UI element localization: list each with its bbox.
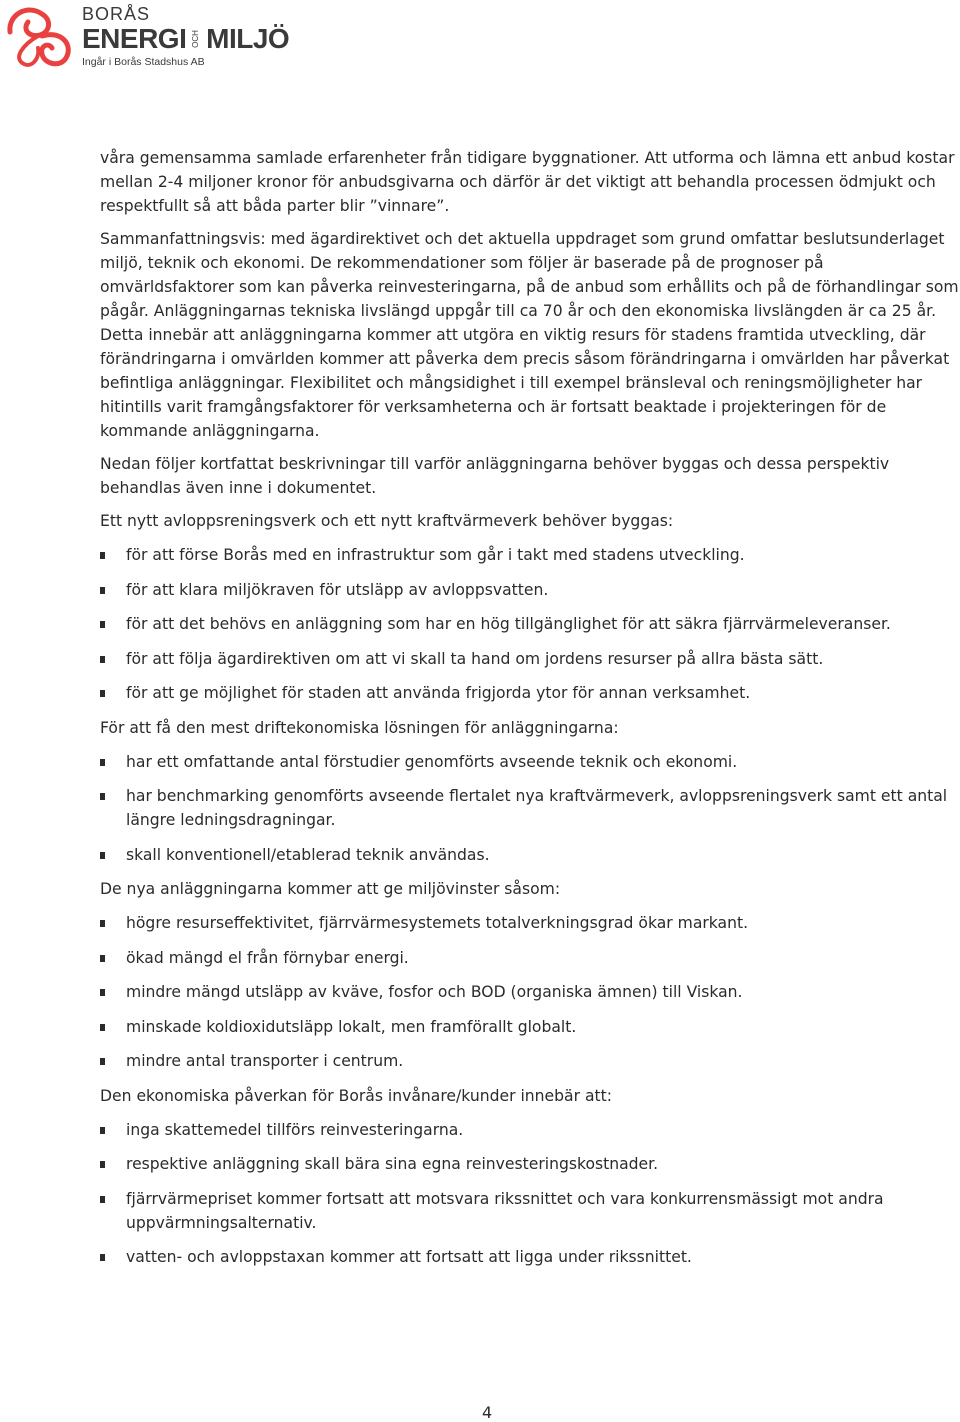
list-item: minskade koldioxidutsläpp lokalt, men framförallt globalt. (100, 1015, 960, 1039)
bullet-list (100, 750, 960, 867)
list-item: vatten- och avloppstaxan kommer att fortsatt att ligga under rikssnittet. (100, 1245, 960, 1269)
logo-subtitle: Ingår i Borås Stadshus AB (82, 56, 205, 68)
list-item: mindre mängd utsläpp av kväve, fosfor och BOD (organiska ämnen) till Viskan. (100, 980, 960, 1004)
logo-swirl-icon (2, 2, 78, 68)
list-item: fjärrvärmepriset kommer fortsatt att motsvara rikssnittet och vara konkurrensmässigt mot andra uppvärmningsalternativ. (100, 1187, 960, 1235)
paragraph-intro: våra gemensamma samlade erfarenheter från tidigare byggnationer. Att utforma och lämna ett anbud kostar mellan 2-4 miljoner kronor för anbudsgivarna och därför är det viktigt att behandla processen ödmjukt och respektfullt så att båda parter blir ”vinnare”. (100, 149, 955, 215)
logo-city-name: BORÅS (82, 4, 151, 24)
bullet-list (100, 911, 960, 1073)
list-item: för att förse Borås med en infrastruktur som går i takt med stadens utveckling. (100, 543, 960, 567)
paragraph-overview: Nedan följer kortfattat beskrivningar till varför anläggningarna behöver byggas och dessa perspektiv behandlas även inne i dokumentet. (100, 455, 890, 497)
paragraph-summary: Sammanfattningsvis: med ägardirektivet och det aktuella uppdraget som grund omfattar beslutsunderlaget miljö, teknik och ekonomi. De rekommendationer som följer är baserade på de prognoser på omvärldsfaktorer som kan påverka reinvesteringarna, på de anbud som erhållits och på de förhandlingar som pågår. Anläggningarnas tekniska livslängd uppgår till ca 70 år och den ekonomiska livslängden är ca 25 år. Detta innebär att anläggningarna kommer att utgöra en viktig resurs för stadens framtida utveckling, där förändringarna i omvärlden kommer att påverka dem precis såsom förändringarna i omvärlden har påverkat befintliga anläggningar. Flexibilitet och mångsidighet i till exempel bränsleval och reningsmöjligheter har hitintills varit framgångsfaktorer för verksamheterna och är fortsatt beaktade i projekteringen för de kommande anläggningarna. (100, 230, 959, 440)
section-lead: De nya anläggningarna kommer att ge miljövinster såsom: (100, 880, 561, 898)
logo-miljo: MILJÖ (206, 23, 290, 54)
list-item: inga skattemedel tillförs reinvesteringarna. (100, 1118, 960, 1142)
list-item: respektive anläggning skall bära sina egna reinvesteringskostnader. (100, 1152, 960, 1176)
document-body (100, 146, 960, 1280)
page-number: 4 (482, 1403, 493, 1422)
logo-och: OCH (191, 30, 201, 48)
list-item: för att följa ägardirektiven om att vi skall ta hand om jordens resurser på allra bästa sätt. (100, 647, 960, 671)
list-item: högre resurseffektivitet, fjärrvärmesystemets totalverkningsgrad ökar markant. (100, 911, 960, 935)
company-logo (0, 0, 300, 80)
logo-energi: ENERGI (82, 23, 187, 54)
logo-company-name (82, 24, 289, 54)
list-item: mindre antal transporter i centrum. (100, 1049, 960, 1073)
list-item: har benchmarking genomförts avseende flertalet nya kraftvärmeverk, avloppsreningsverk samt ett antal längre ledningsdragningar. (100, 784, 960, 832)
bullet-list (100, 1118, 960, 1270)
list-item: för att det behövs en anläggning som har en hög tillgänglighet för att säkra fjärrvärmeleveranser. (100, 612, 960, 636)
section-lead: För att få den mest driftekonomiska lösningen för anläggningarna: (100, 718, 619, 737)
list-item: skall konventionell/etablerad teknik användas. (100, 843, 960, 867)
list-item: för att ge möjlighet för staden att använda frigjorda ytor för annan verksamhet. (100, 681, 960, 705)
section-lead: Den ekonomiska påverkan för Borås invånare/kunder innebär att: (100, 1086, 612, 1105)
section-lead: Ett nytt avloppsreningsverk och ett nytt kraftvärmeverk behöver byggas: (100, 512, 674, 530)
list-item: för att klara miljökraven för utsläpp av avloppsvatten. (100, 578, 960, 602)
list-item: har ett omfattande antal förstudier genomförts avseende teknik och ekonomi. (100, 750, 960, 774)
list-item: ökad mängd el från förnybar energi. (100, 946, 960, 970)
bullet-list (100, 543, 960, 705)
